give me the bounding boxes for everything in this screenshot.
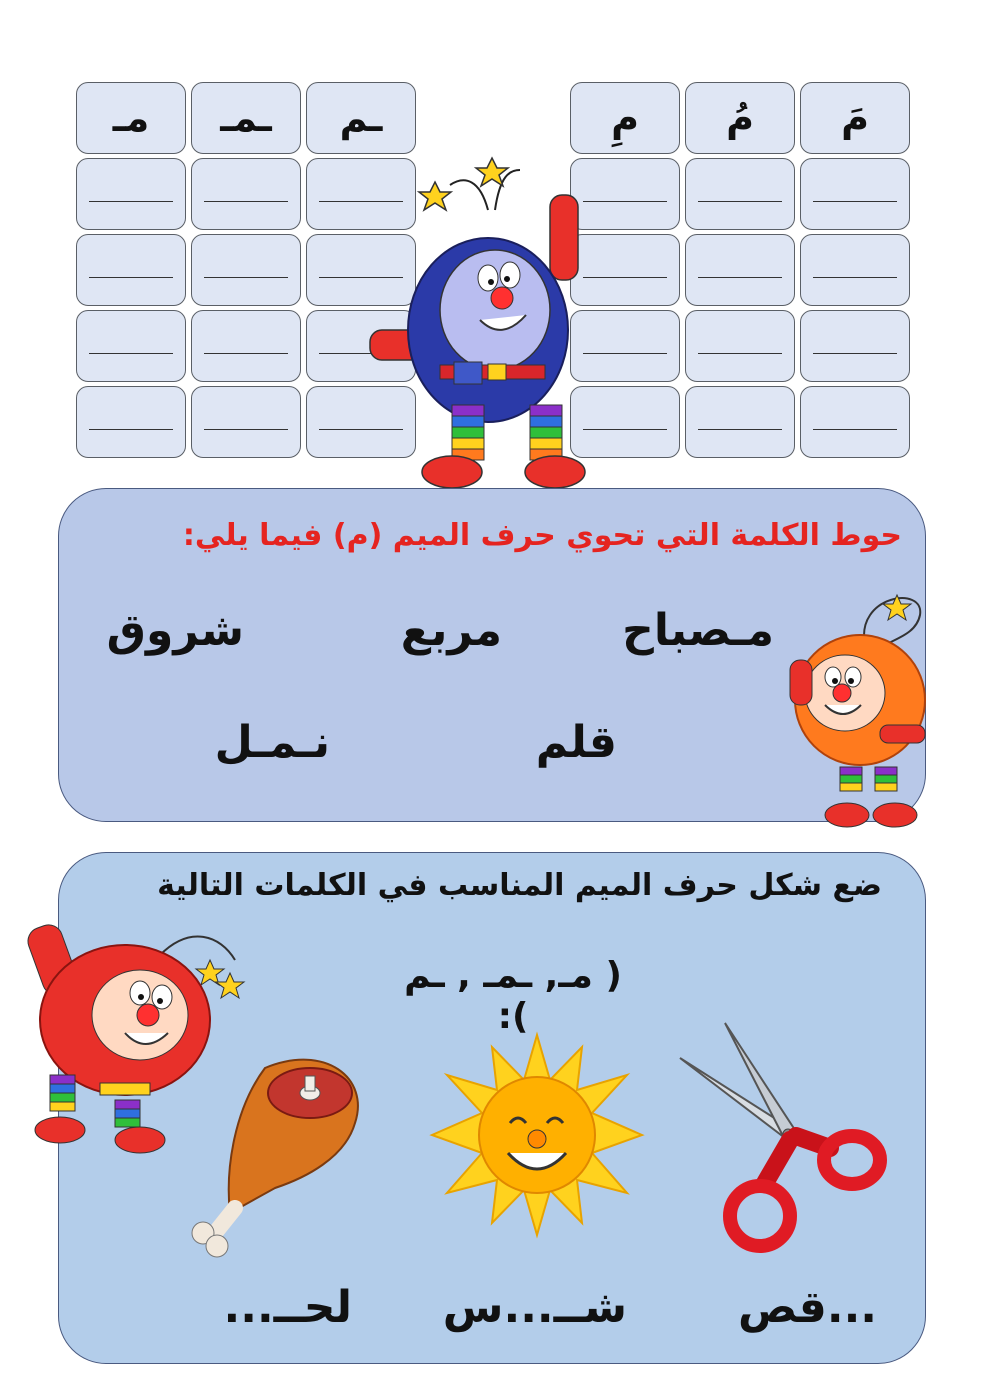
table-header-cell: ـم xyxy=(306,82,416,154)
writing-cell[interactable] xyxy=(685,386,795,458)
writing-cell[interactable] xyxy=(800,386,910,458)
writing-cell[interactable] xyxy=(685,234,795,306)
word-option[interactable]: شروق xyxy=(106,605,244,656)
letter-forms-hint: ( مـ, ـمـ , ـم ): xyxy=(404,955,622,1037)
table-header-cell: مَ xyxy=(800,82,910,154)
sun-icon xyxy=(432,1035,642,1235)
table-header-cell: مُ xyxy=(685,82,795,154)
writing-cell[interactable] xyxy=(800,234,910,306)
blue-mascot-icon xyxy=(370,150,600,495)
writing-cell[interactable] xyxy=(685,310,795,382)
writing-cell[interactable] xyxy=(191,158,301,230)
writing-cell[interactable] xyxy=(191,386,301,458)
word-option[interactable]: قلم xyxy=(535,717,617,768)
writing-cell[interactable] xyxy=(800,310,910,382)
meat-drumstick-icon xyxy=(185,1048,370,1253)
word-option[interactable]: مـصباح xyxy=(622,605,774,656)
word-option[interactable]: نـمـل xyxy=(214,717,330,768)
writing-cell[interactable] xyxy=(76,158,186,230)
scissors-icon xyxy=(670,1018,890,1253)
table-header-cell: ـمـ xyxy=(191,82,301,154)
fill-word-input[interactable]: ...قص xyxy=(738,1282,877,1333)
word-option[interactable]: مربع xyxy=(400,605,502,656)
letter-table-left xyxy=(76,82,416,458)
writing-cell[interactable] xyxy=(800,158,910,230)
fill-word-input[interactable]: شــ...س xyxy=(442,1282,627,1333)
writing-cell[interactable] xyxy=(76,234,186,306)
writing-cell[interactable] xyxy=(191,310,301,382)
fill-word-input[interactable]: لحــ... xyxy=(223,1282,352,1333)
table-header-cell: مـ xyxy=(76,82,186,154)
orange-mascot-icon xyxy=(785,585,935,845)
writing-cell[interactable] xyxy=(76,310,186,382)
exercise2-instruction: ضع شكل حرف الميم المناسب في الكلمات التالية xyxy=(157,868,882,903)
exercise1-instruction: حوط الكلمة التي تحوي حرف الميم (م) فيما يلي: xyxy=(182,518,902,553)
letter-table-right xyxy=(570,82,910,458)
writing-cell[interactable] xyxy=(191,234,301,306)
writing-cell[interactable] xyxy=(76,386,186,458)
table-header-cell: مِ xyxy=(570,82,680,154)
writing-cell[interactable] xyxy=(685,158,795,230)
